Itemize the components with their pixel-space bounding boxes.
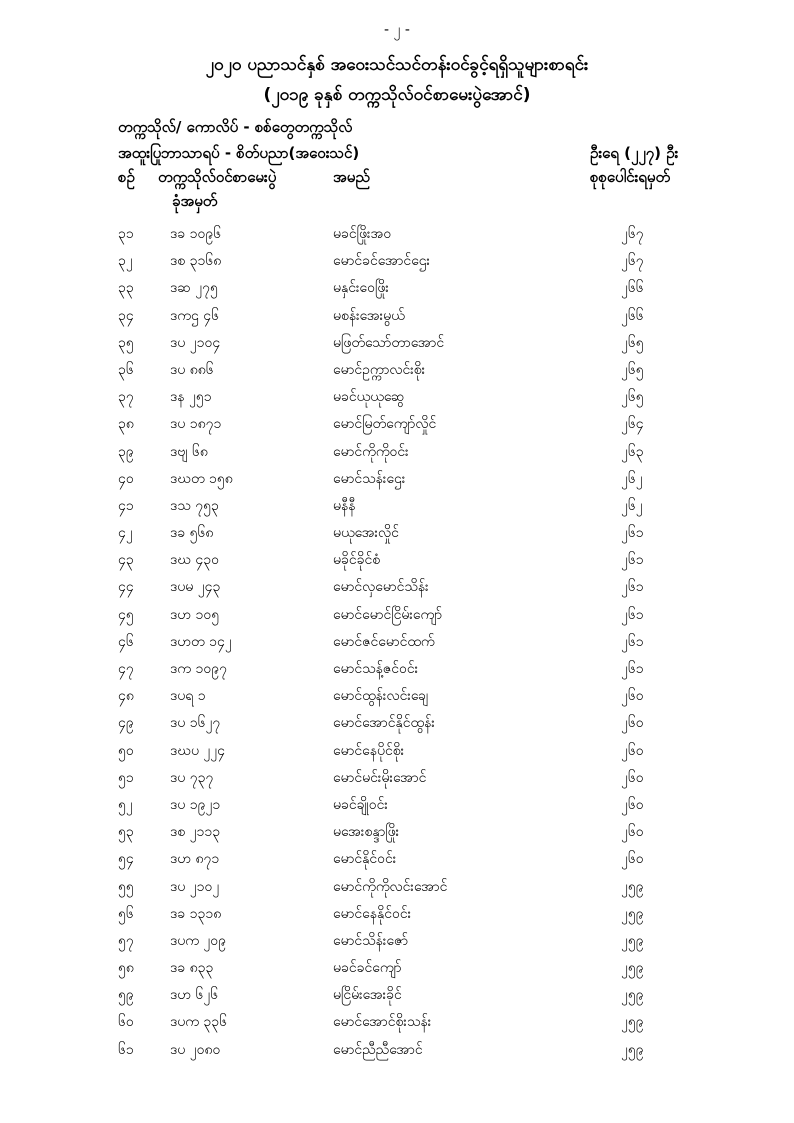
student-name: မောင်ကိုကိုလင်းအောင် (333, 878, 448, 895)
row-number: ၃၈ (118, 416, 134, 433)
row-number: ၅၀ (118, 742, 134, 759)
student-name: မောင်အောင်နိုင်ထွန်း (333, 715, 435, 732)
total-marks: ၂၅၉ (621, 1014, 644, 1031)
roll-number: ဒပ ၁၆၂၇ (170, 715, 221, 732)
row-number: ၃၅ (118, 334, 134, 351)
table-row (0, 222, 794, 249)
student-name: မခင်ယုယုဆွေ (333, 389, 405, 406)
header-marks: စုစုပေါင်းရမှတ် (590, 168, 671, 186)
table-row (0, 304, 794, 331)
roll-number: ဒဃပ ၂၂၄ (170, 742, 226, 759)
total-marks: ၂၅၉ (621, 960, 644, 977)
roll-number: ဒဆ ၂၇၅ (170, 280, 218, 297)
total-marks: ၂၆၂ (621, 497, 643, 514)
table-row (0, 494, 794, 521)
table-row (0, 1038, 794, 1065)
total-marks: ၂၅၉ (621, 932, 644, 949)
row-number: ၃၉ (118, 443, 134, 460)
student-name: မနှင်းဝေဖြိုး (333, 280, 389, 297)
table-row (0, 983, 794, 1010)
header-roll-line2: ခုံအမှတ် (172, 192, 218, 210)
table-row (0, 956, 794, 983)
roll-number: ဒပရ ၁ (170, 688, 206, 705)
total-marks: ၂၆၁ (621, 661, 644, 677)
student-name: မောင်အောင်စိုးသန်း (333, 1014, 432, 1031)
roll-number: ဒပ ၂၁၀၂ (170, 878, 220, 895)
table-row (0, 467, 794, 494)
table-row (0, 875, 794, 902)
table-row (0, 548, 794, 575)
student-name: မခင်ချိုဝင်း (333, 796, 388, 813)
total-marks: ၂၆၇ (621, 226, 644, 242)
total-marks: ၂၅၉ (621, 905, 644, 922)
table-row (0, 684, 794, 711)
row-number: ၃၂ (118, 253, 133, 270)
total-marks: ၂၆၃ (621, 443, 644, 460)
row-number: ၄၅ (118, 606, 134, 623)
student-name: မငြိမ်းအေးခိုင် (333, 987, 402, 1004)
table-row (0, 249, 794, 276)
row-number: ၆၁ (118, 1041, 134, 1058)
total-marks: ၂၆၀ (621, 851, 644, 868)
row-number: ၅၈ (118, 960, 134, 977)
table-row (0, 657, 794, 684)
roll-number: ဒကဌ ၄၆ (170, 307, 219, 324)
table-row (0, 820, 794, 847)
roll-number: ဒဃတ ၁၅၈ (170, 470, 233, 487)
table-row (0, 630, 794, 657)
roll-number: ဒပ ၁၉၂၁ (170, 796, 221, 813)
total-marks: ၂၆၅ (621, 389, 644, 406)
row-number: ၄၁ (118, 497, 134, 514)
student-name: မောင်နိုင်ဝင်း (333, 851, 397, 868)
student-name: မောင်နေနိုင်ဝင်း (333, 905, 412, 922)
roll-number: ဒပ ၈၈၆ (170, 361, 214, 378)
row-number: ၃၆ (118, 361, 134, 378)
roll-number: ဒဃ ၄၃၀ (170, 552, 220, 569)
major-label: အထူးပြုဘာသာရပ် - စိတ်ပညာ(အဝေးသင်) (118, 144, 360, 162)
total-marks: ၂၆၀ (621, 715, 644, 732)
table-row (0, 902, 794, 929)
total-marks: ၂၆၀ (621, 742, 644, 759)
student-name: မောင်မြတ်ကျော်လှိုင် (333, 416, 437, 433)
student-name: မောင်ထွန်းလင်းချေ (333, 688, 429, 705)
total-marks: ၂၆၀ (621, 824, 644, 841)
row-number: ၄၂ (118, 525, 133, 542)
student-name: မောင်ခင်အောင်ဌေး (333, 253, 431, 270)
roll-number: ဒပ ၇၃၇ (170, 769, 214, 786)
table-row (0, 847, 794, 874)
row-number: ၅၆ (118, 905, 134, 922)
table-row (0, 793, 794, 820)
student-name: မစန်းအေးမွယ် (333, 307, 405, 324)
document-title: ၂၀၂၀ ပညာသင်နှစ် အဝေးသင်သင်တန်းဝင်ခွင့်ရရှိသူများစာရင်း (205, 55, 589, 75)
row-number: ၃၄ (118, 307, 134, 324)
total-count: ဦးရေ (၂၂၇) ဦး (590, 144, 679, 162)
table-row (0, 739, 794, 766)
table-row (0, 276, 794, 303)
row-number: ၃၃ (118, 280, 134, 297)
total-marks: ၂၆၁ (621, 579, 644, 596)
roll-number: ဒပ ၂၁၀၄ (170, 334, 221, 351)
row-number: ၅၃ (118, 824, 134, 841)
header-roll: တက္ကသိုလ်ဝင်စာမေးပွဲ (158, 168, 277, 186)
roll-number: ဒဟ ၁၀၅ (170, 606, 220, 623)
table-row (0, 385, 794, 412)
row-number: ၅၅ (118, 878, 134, 895)
student-name: မောင်မောင်ငြိမ်းကျော် (333, 606, 443, 623)
total-marks: ၂၆၀ (621, 769, 644, 786)
student-name: မယုအေးလှိုင် (333, 525, 399, 542)
student-name: မောင်နေပိုင်စိုး (333, 742, 405, 759)
student-name: မောင်လှမောင်သိန်း (333, 579, 429, 596)
total-marks: ၂၆၁ (621, 633, 644, 650)
student-name: မောင်သန်းဌေး (333, 470, 406, 487)
student-name: မခင်ဖြိုးအဝ (333, 226, 392, 242)
university-label: တက္ကသိုလ်/ ကောလိပ် - စစ်တွေတက္ကသိုလ် (118, 118, 353, 136)
total-marks: ၂၆၅ (621, 334, 644, 351)
roll-number: ဒပ ၁၈၇၁ (170, 416, 222, 433)
roll-number: ဒခ ၁၀၉၆ (170, 226, 222, 242)
row-number: ၄၄ (118, 579, 134, 596)
roll-number: ဒပ ၂၀၈၀ (170, 1041, 221, 1058)
student-name: မောင်မင်းမိုးအောင် (333, 769, 427, 786)
row-number: ၃၁ (118, 226, 134, 242)
total-marks: ၂၅၉ (621, 987, 644, 1004)
page-number: - ၂ - (384, 22, 410, 38)
table-row (0, 929, 794, 956)
total-marks: ၂၆၇ (621, 253, 644, 270)
student-name: မောင်ကိုကိုဝင်း (333, 443, 409, 460)
student-name: မနီနီ (333, 497, 356, 514)
table-row (0, 440, 794, 467)
row-number: ၅၂ (118, 796, 133, 813)
roll-number: ဒစ ၂၁၁၃ (170, 824, 221, 841)
student-name: မောင်သိန်းဇော် (333, 932, 409, 949)
row-number: ၆၀ (118, 1014, 134, 1031)
student-list (0, 222, 794, 1065)
header-no: စဉ် (118, 168, 135, 186)
total-marks: ၂၆၀ (621, 688, 644, 705)
student-name: မခိုင်ခိုင်စံ (333, 552, 381, 569)
row-number: ၅၁ (118, 769, 134, 786)
student-name: မောင်သန့်ဇင်ဝင်း (333, 661, 419, 677)
table-row (0, 358, 794, 385)
row-number: ၅၄ (118, 851, 134, 868)
row-number: ၄၀ (118, 470, 134, 487)
row-number: ၄၆ (118, 633, 134, 650)
student-name: မခင်ခင်ကျော် (333, 960, 402, 977)
student-name: မအေးစန္ဒာဖြိုး (333, 824, 400, 841)
total-marks: ၂၅၉ (621, 1041, 644, 1058)
roll-number: ဒသ ၇၅၃ (170, 497, 219, 514)
roll-number: ဒခ ၈၃၃ (170, 960, 214, 977)
row-number: ၃၇ (118, 389, 134, 406)
roll-number: ဒဟ ၆၂၆ (170, 987, 219, 1004)
row-number: ၅၇ (118, 932, 134, 949)
row-number: ၄၇ (118, 661, 134, 677)
table-row (0, 331, 794, 358)
total-marks: ၂၆၂ (621, 470, 643, 487)
total-marks: ၂၆၁ (621, 552, 644, 569)
table-row (0, 1010, 794, 1037)
student-name: မဖြတ်သော်တာအောင် (333, 334, 445, 351)
roll-number: ဒဟ ၈၇၁ (170, 851, 220, 868)
document-subtitle: (၂၀၁၉ ခုနှစ် တက္ကသိုလ်ဝင်စာမေးပွဲအောင်) (263, 85, 531, 105)
total-marks: ၂၆၁ (621, 606, 644, 623)
student-name: မောင်ဥက္ကာလင်းစိုး (333, 361, 426, 378)
table-row (0, 521, 794, 548)
total-marks: ၂၆၆ (621, 280, 644, 297)
table-row (0, 603, 794, 630)
total-marks: ၂၆၁ (621, 525, 644, 542)
table-row (0, 766, 794, 793)
roll-number: ဒခ ၅၆၈ (170, 525, 214, 542)
roll-number: ဒန ၂၅၁ (170, 389, 212, 406)
roll-number: ဒခ ၁၃၁၈ (170, 905, 222, 922)
row-number: ၅၉ (118, 987, 134, 1004)
table-row (0, 711, 794, 738)
row-number: ၄၈ (118, 688, 134, 705)
total-marks: ၂၆၀ (621, 796, 644, 813)
student-name: မောင်ညီညီအောင် (333, 1041, 423, 1058)
roll-number: ဒပမ ၂၄၃ (170, 579, 221, 596)
roll-number: ဒပက ၂၀၉ (170, 932, 227, 949)
table-row (0, 575, 794, 602)
student-name: မောင်ဇင်မောင်ထက် (333, 633, 435, 650)
roll-number: ဒဗျ ၆၈ (170, 443, 208, 460)
total-marks: ၂၅၉ (621, 878, 644, 895)
roll-number: ဒက ၁၀၉၇ (170, 661, 227, 677)
roll-number: ဒဟတ ၁၄၂ (170, 633, 232, 650)
roll-number: ဒပက ၃၃၆ (170, 1014, 228, 1031)
row-number: ၄၃ (118, 552, 134, 569)
table-row (0, 412, 794, 439)
total-marks: ၂၆၆ (621, 307, 644, 324)
header-name: အမည် (333, 168, 370, 186)
row-number: ၄၉ (118, 715, 134, 732)
roll-number: ဒစ ၃၁၆၈ (170, 253, 222, 270)
total-marks: ၂၆၄ (621, 416, 644, 433)
total-marks: ၂၆၅ (621, 361, 644, 378)
